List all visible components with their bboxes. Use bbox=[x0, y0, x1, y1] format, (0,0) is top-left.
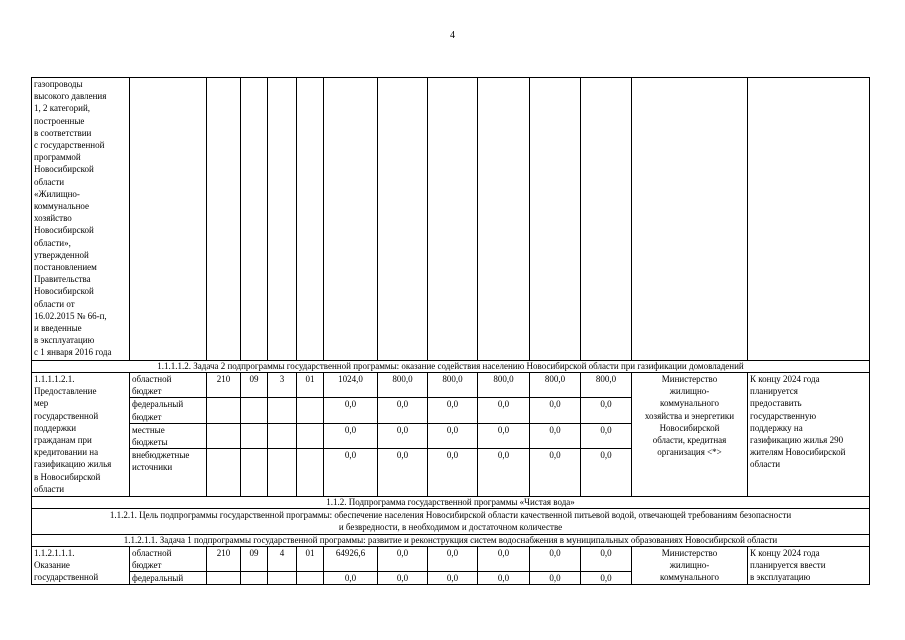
pr-cell: 3 bbox=[268, 373, 297, 398]
value-cell: 0,0 bbox=[324, 449, 378, 497]
subprogram-112-heading: 1.1.2. Подпрограмма государственной программы «Чистая вода» bbox=[32, 497, 870, 509]
text-line: К концу 2024 года bbox=[750, 374, 820, 384]
value-cell: 0,0 bbox=[378, 572, 428, 585]
text-line: в соответствии bbox=[34, 127, 92, 138]
text-line: с 1 января 2016 года bbox=[34, 347, 112, 358]
value-cell: 0,0 bbox=[428, 572, 478, 585]
text-line: К концу 2024 года bbox=[750, 547, 820, 558]
text-line: в Новосибирской bbox=[34, 471, 101, 482]
text-line: организация <*> bbox=[657, 447, 722, 458]
cs-cell bbox=[297, 398, 324, 423]
pr-cell bbox=[268, 449, 297, 497]
item-11112-name bbox=[32, 373, 130, 497]
text-line: с государственной bbox=[34, 140, 105, 151]
text-line: бюджет bbox=[132, 411, 162, 422]
text-line: кредитовании на bbox=[34, 447, 99, 458]
text-line: Новосибирской bbox=[34, 225, 94, 236]
task-header-row bbox=[32, 361, 870, 373]
text-line: области bbox=[34, 176, 65, 187]
cs-cell bbox=[297, 423, 324, 448]
value-cell: 0,0 bbox=[324, 423, 378, 448]
task-1112-heading: 1.1.1.1.2. Задача 2 подпрограммы государственной программы: оказание содействия населению Новосибирской области при газификации домовладений bbox=[32, 361, 870, 373]
text-line: 1, 2 категорий, bbox=[34, 103, 91, 114]
value-cell: 0,0 bbox=[428, 398, 478, 423]
value-cell: 1024,0 bbox=[324, 373, 378, 398]
rz-cell bbox=[241, 423, 268, 448]
task-11211-row bbox=[32, 534, 870, 546]
value-cell: 0,0 bbox=[581, 423, 632, 448]
text-line: хозяйства и энергетики bbox=[644, 410, 735, 421]
item-112111-responsible bbox=[632, 546, 748, 585]
value-cell: 0,0 bbox=[428, 423, 478, 448]
text-line: и безвредности, в необходимом и достаточном количестве bbox=[338, 522, 563, 533]
text-line: 1.1.2.1. Цель подпрограммы государственной программы: обеспечение населения Новосибирской области качественной питьевой водой, отвечающей требованиям безопасности bbox=[109, 510, 792, 521]
text-line: утвержденной bbox=[34, 249, 89, 260]
value-cell: 0,0 bbox=[478, 546, 530, 571]
source-cell bbox=[130, 423, 207, 448]
value-cell: 0,0 bbox=[581, 449, 632, 497]
pr-cell: 4 bbox=[268, 546, 297, 571]
text-line: коммунального bbox=[660, 398, 719, 409]
value-cell: 0,0 bbox=[428, 449, 478, 497]
value-cell: 0,0 bbox=[378, 423, 428, 448]
text-line: программой bbox=[34, 152, 81, 163]
text-line: Предоставление bbox=[34, 386, 97, 397]
source-cell bbox=[130, 546, 207, 571]
text-line: жилищно- bbox=[669, 559, 710, 570]
value-cell: 0,0 bbox=[530, 546, 581, 571]
value-cell: 0,0 bbox=[378, 449, 428, 497]
value-cell: 800,0 bbox=[378, 373, 428, 398]
text-line: области, кредитная bbox=[652, 435, 727, 446]
value-cell: 0,0 bbox=[530, 449, 581, 497]
text-line: источники bbox=[132, 462, 173, 473]
text-line: и введенные bbox=[34, 323, 82, 334]
goal-row bbox=[32, 509, 870, 534]
task-11211-heading: 1.1.2.1.1. Задача 1 подпрограммы государственной программы: развитие и реконструкция систем водоснабжения в муниципальных образованиях Новосибирской области bbox=[32, 534, 870, 546]
continuation-lines bbox=[34, 78, 127, 359]
text-line: жителям Новосибирской bbox=[750, 447, 846, 458]
text-line: бюджеты bbox=[132, 437, 168, 448]
rz-cell bbox=[241, 572, 268, 585]
item-112111-result bbox=[748, 546, 870, 585]
value-cell: 0,0 bbox=[428, 546, 478, 571]
source-cell bbox=[130, 572, 207, 585]
item-112111-name bbox=[32, 546, 130, 585]
value-cell: 0,0 bbox=[478, 398, 530, 423]
value-cell: 0,0 bbox=[324, 572, 378, 585]
text-line: местные bbox=[132, 424, 165, 435]
value-cell: 0,0 bbox=[478, 572, 530, 585]
text-line: газопроводы bbox=[34, 79, 83, 89]
table-row bbox=[32, 546, 870, 571]
text-line: федеральный bbox=[132, 573, 184, 584]
grbs-cell bbox=[207, 398, 241, 423]
rz-cell: 09 bbox=[241, 546, 268, 571]
value-cell: 0,0 bbox=[378, 546, 428, 571]
value-cell: 0,0 bbox=[581, 546, 632, 571]
text-line: поддержки bbox=[34, 422, 77, 433]
text-line: 1.1.2.1.1.1. bbox=[34, 547, 75, 558]
pr-cell bbox=[268, 398, 297, 423]
value-cell: 0,0 bbox=[530, 572, 581, 585]
grbs-cell: 210 bbox=[207, 373, 241, 398]
value-cell: 0,0 bbox=[478, 423, 530, 448]
text-line: бюджет bbox=[132, 559, 162, 570]
grbs-cell bbox=[207, 572, 241, 585]
rz-cell: 09 bbox=[241, 373, 268, 398]
text-line: Новосибирской bbox=[659, 422, 720, 433]
value-cell: 0,0 bbox=[324, 398, 378, 423]
source-cell bbox=[130, 449, 207, 497]
value-cell: 0,0 bbox=[530, 398, 581, 423]
value-cell: 0,0 bbox=[581, 398, 632, 423]
source-cell bbox=[130, 398, 207, 423]
text-line: области от bbox=[34, 298, 75, 309]
value-cell: 800,0 bbox=[581, 373, 632, 398]
text-line: хозяйство bbox=[34, 213, 72, 224]
cs-cell bbox=[297, 572, 324, 585]
text-line: мер bbox=[34, 398, 49, 409]
value-cell: 0,0 bbox=[530, 423, 581, 448]
text-line: внебюджетные bbox=[132, 450, 190, 461]
text-line: поддержку на bbox=[750, 422, 803, 433]
text-line: области bbox=[34, 483, 65, 494]
text-line: Новосибирской bbox=[34, 286, 94, 297]
text-line: коммунального bbox=[660, 572, 719, 583]
table-row bbox=[32, 373, 870, 398]
page-number: 4 bbox=[450, 30, 455, 41]
pr-cell bbox=[268, 572, 297, 585]
text-line: гражданам при bbox=[34, 435, 92, 446]
cs-cell: 01 bbox=[297, 373, 324, 398]
item-11112-result bbox=[748, 373, 870, 497]
text-line: 1.1.1.1.2.1. bbox=[34, 374, 75, 384]
text-line: высокого давления bbox=[34, 91, 107, 102]
text-line: в эксплуатацию bbox=[34, 335, 95, 346]
text-line: области», bbox=[34, 237, 71, 248]
text-line: государственной bbox=[34, 572, 99, 583]
value-cell: 800,0 bbox=[530, 373, 581, 398]
text-line: коммунальное bbox=[34, 201, 90, 212]
text-line: федеральный bbox=[132, 399, 184, 410]
text-line: области bbox=[750, 459, 781, 470]
continuation-name-cell bbox=[32, 78, 130, 361]
text-line: Министерство bbox=[661, 374, 718, 384]
text-line: Оказание bbox=[34, 559, 70, 570]
rz-cell bbox=[241, 449, 268, 497]
continuation-row bbox=[32, 78, 870, 361]
text-line: в эксплуатацию bbox=[750, 572, 811, 583]
subprogram-row bbox=[32, 497, 870, 509]
value-cell: 800,0 bbox=[428, 373, 478, 398]
text-line: государственную bbox=[750, 410, 817, 421]
goal-1121-heading bbox=[32, 509, 870, 534]
cs-cell: 01 bbox=[297, 546, 324, 571]
item-11112-responsible bbox=[632, 373, 748, 497]
text-line: областной bbox=[132, 547, 172, 558]
text-line: планируется bbox=[750, 386, 798, 397]
value-cell: 64926,6 bbox=[324, 546, 378, 571]
source-cell bbox=[130, 373, 207, 398]
text-line: 16.02.2015 № 66-п, bbox=[34, 310, 107, 321]
program-table bbox=[31, 77, 870, 585]
pr-cell bbox=[268, 423, 297, 448]
text-line: Министерство bbox=[661, 547, 718, 558]
text-line: государственной bbox=[34, 410, 99, 421]
grbs-cell: 210 bbox=[207, 546, 241, 571]
text-line: постановлением bbox=[34, 262, 97, 273]
rz-cell bbox=[241, 398, 268, 423]
text-line: предоставить bbox=[750, 398, 802, 409]
value-cell: 0,0 bbox=[378, 398, 428, 423]
grbs-cell bbox=[207, 449, 241, 497]
text-line: построенные bbox=[34, 115, 85, 126]
text-line: планируется ввести bbox=[750, 559, 826, 570]
text-line: бюджет bbox=[132, 386, 162, 397]
text-line: Новосибирской bbox=[34, 164, 94, 175]
value-cell: 0,0 bbox=[581, 572, 632, 585]
value-cell: 800,0 bbox=[478, 373, 530, 398]
cs-cell bbox=[297, 449, 324, 497]
text-line: газификацию жилья 290 bbox=[750, 435, 844, 446]
text-line: жилищно- bbox=[669, 386, 710, 397]
text-line: газификацию жилья bbox=[34, 459, 112, 470]
text-line: областной bbox=[132, 374, 172, 384]
grbs-cell bbox=[207, 423, 241, 448]
text-line: «Жилищно- bbox=[34, 188, 80, 199]
text-line: Правительства bbox=[34, 274, 91, 285]
value-cell: 0,0 bbox=[478, 449, 530, 497]
